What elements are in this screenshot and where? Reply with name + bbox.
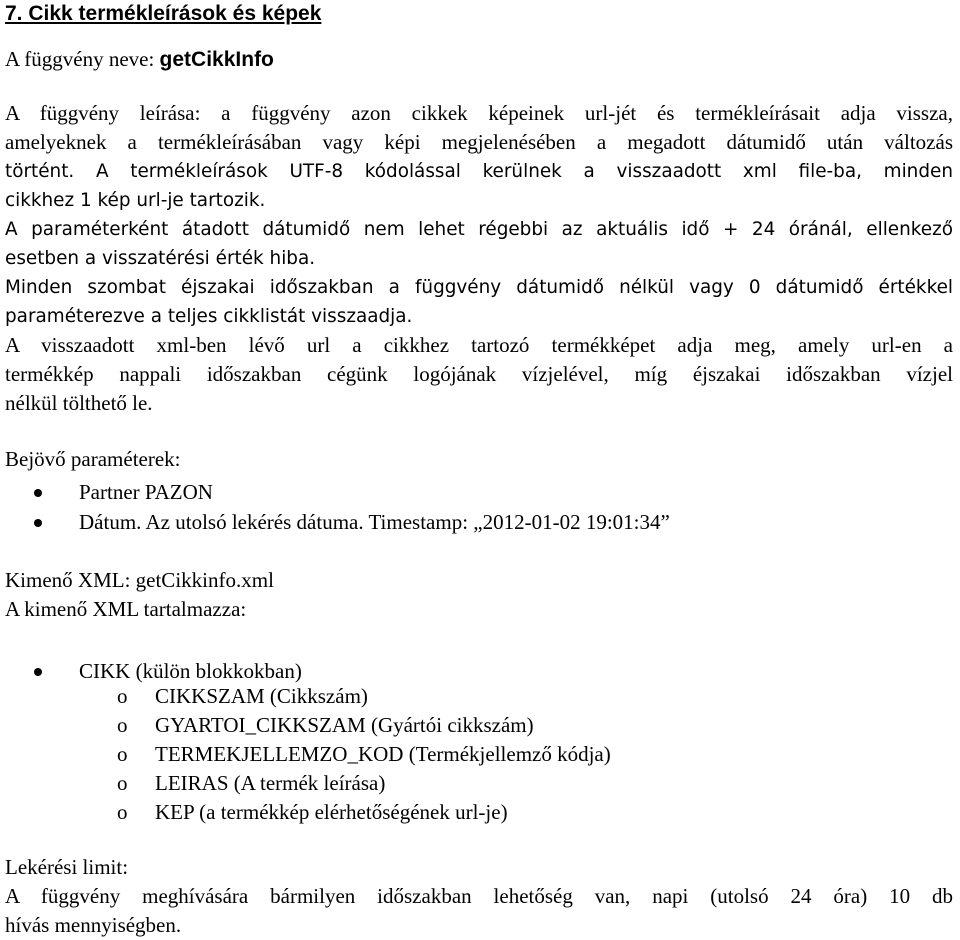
desc-line-11: nélkül tölthető le.	[5, 391, 153, 415]
list-item	[5, 682, 953, 711]
list-item	[5, 508, 953, 537]
function-name-label: A függvény neve:	[5, 47, 160, 71]
function-name-line	[5, 45, 953, 74]
circle-bullet-icon: o	[117, 713, 128, 737]
desc-line-9: A visszaadott xml-ben lévő url a cikkhez tartozó termékképet adja meg, amely url-en a	[5, 333, 953, 357]
circle-bullet-icon: o	[117, 684, 128, 708]
outgoing-xml-title: Kimenő XML: getCikkinfo.xml	[5, 568, 274, 592]
bullet-icon	[34, 489, 42, 497]
outgoing-sub-list	[5, 682, 953, 827]
desc-line-7: Minden szombat éjszakai időszakban a függvény dátumidő nélkül vagy 0 dátumidő értékkel	[5, 277, 953, 298]
limit-title: Lekérési limit:	[5, 855, 129, 879]
desc-line-1: A függvény leírása: a függvény azon cikkek képeinek url-jét és termékleírásait adja vissza,	[5, 101, 953, 125]
list-item-text: Dátum. Az utolsó lekérés dátuma. Timestamp: „2012-01-02 19:01:34”	[79, 510, 670, 534]
desc-line-4: cikkhez 1 kép url-je tartozik.	[5, 190, 266, 211]
desc-line-8: paraméterezve a teljes cikklistát visszaadja.	[5, 306, 413, 327]
list-item-text: CIKKSZAM (Cikkszám)	[155, 684, 368, 708]
list-item	[5, 478, 953, 507]
incoming-params-list	[5, 478, 953, 537]
circle-bullet-icon: o	[117, 800, 128, 824]
section-heading	[5, 1, 953, 27]
list-item	[5, 740, 953, 769]
bullet-icon	[34, 668, 42, 676]
desc-line-6: esetben a visszatérési érték hiba.	[5, 248, 316, 269]
list-item	[5, 711, 953, 740]
desc-line-3: történt. A termékleírások UTF-8 kódolással kerülnek a visszaadott xml file-ba, minden	[5, 161, 953, 182]
desc-line-2: amelyeknek a termékleírásában vagy képi megjelenésében a megadott dátumidő után változás	[5, 130, 953, 154]
list-item	[5, 798, 953, 827]
circle-bullet-icon: o	[117, 771, 128, 795]
list-item-text: CIKK (külön blokkokban)	[79, 659, 302, 683]
list-item-text: Partner PAZON	[79, 480, 213, 504]
list-item-text: KEP (a termékkép elérhetőségének url-je)	[155, 800, 508, 824]
limit-line-1: A függvény meghívására bármilyen időszakban lehetőség van, napi (utolsó 24 óra) 10 db	[5, 884, 953, 908]
list-item	[5, 769, 953, 798]
section-heading-text: 7. Cikk termékleírások és képek	[5, 2, 322, 25]
desc-line-5: A paraméterként átadott dátumidő nem lehet régebbi az aktuális idő + 24 óránál, ellenkező	[5, 219, 953, 240]
circle-bullet-icon: o	[117, 742, 128, 766]
limit-line-2: hívás mennyiségben.	[5, 913, 182, 937]
list-item-text: GYARTOI_CIKKSZAM (Gyártói cikkszám)	[155, 713, 534, 737]
outgoing-contains-label: A kimenő XML tartalmazza:	[5, 597, 247, 621]
document-page	[5, 0, 953, 940]
bullet-icon	[34, 519, 42, 527]
function-name-value: getCikkInfo	[159, 48, 274, 71]
desc-line-10: termékkép nappali időszakban cégünk logójának vízjelével, míg éjszakai időszakban vízjel	[5, 362, 953, 386]
incoming-params-title: Bejövő paraméterek:	[5, 447, 181, 471]
description-block	[5, 99, 953, 418]
list-item-text: TERMEKJELLEMZO_KOD (Termékjellemző kódja)	[155, 742, 611, 766]
list-item-text: LEIRAS (A termék leírása)	[155, 771, 386, 795]
